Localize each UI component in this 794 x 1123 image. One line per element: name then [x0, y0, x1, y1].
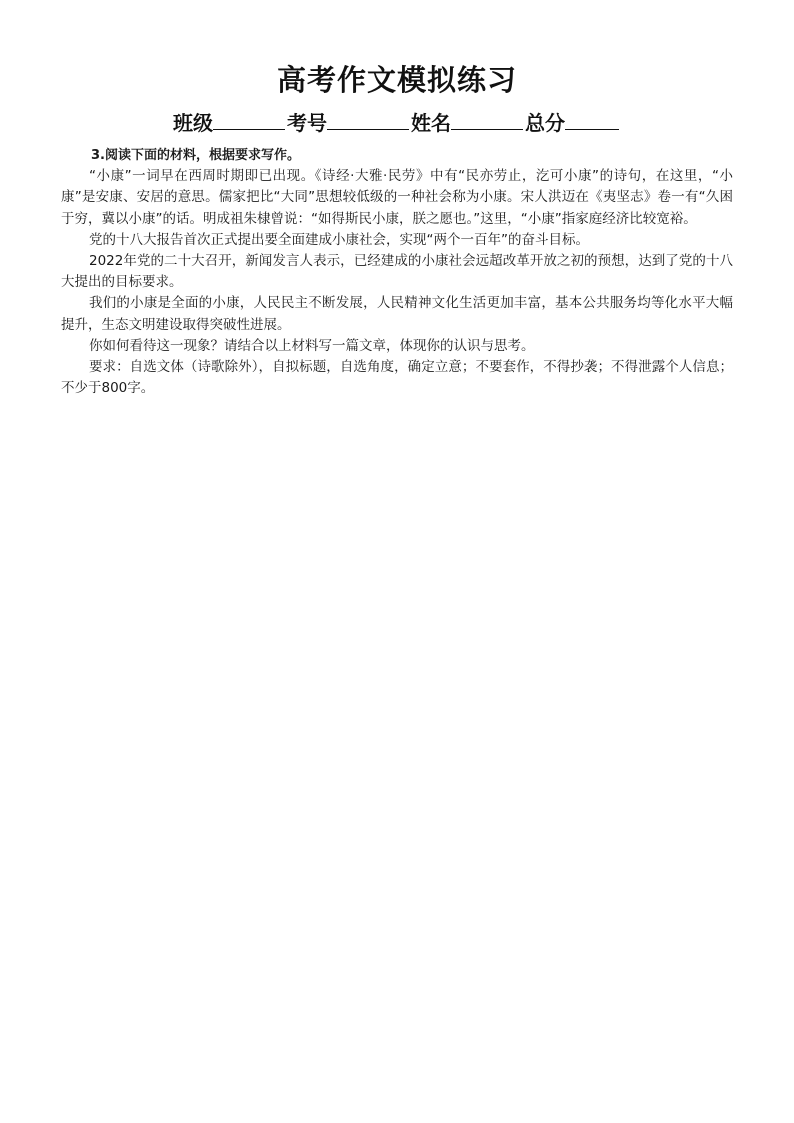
- page-title: 高考作文模拟练习: [276, 63, 517, 97]
- writing-requirements: 要求：自选文体（诗歌除外），自拟标题，自选角度，确定立意；不要套作，不得抄袭；不得泄露个人信息；不少于800字。: [61, 359, 733, 397]
- name-blank[interactable]: [451, 111, 523, 130]
- question-content: [61, 145, 733, 399]
- material-paragraph: “小康”一词早在西周时期即已出现。《诗经·大雅·民劳》中有“民亦劳止，汔可小康”的诗句，在这里，“小康”是安康、安居的意思。儒家把比“大同”思想较低级的一种社会称为小康。宋人洪迈在《夷坚志》卷一有“久困于穷，冀以小康”的话。明成祖朱棣曾说：“如得斯民小康，朕之愿也。”这里，“小康”指家庭经济比较宽裕。: [61, 168, 733, 227]
- score-blank[interactable]: [565, 111, 619, 130]
- exam-number-label: 考号: [287, 111, 327, 135]
- name-label: 姓名: [411, 111, 451, 135]
- material-paragraph: 党的十八大报告首次正式提出要全面建成小康社会，实现“两个一百年”的奋斗目标。: [89, 231, 589, 248]
- class-label: 班级: [173, 111, 213, 135]
- material-paragraph: 我们的小康是全面的小康，人民民主不断发展，人民精神文化生活更加丰富，基本公共服务均等化水平大幅提升，生态文明建设取得突破性进展。: [61, 295, 733, 333]
- material-paragraph: 2022年党的二十大召开，新闻发言人表示，已经建成的小康社会远超改革开放之初的预想，达到了党的十八大提出的目标要求。: [61, 253, 733, 291]
- student-info-row: [0, 110, 794, 136]
- exam-number-blank[interactable]: [327, 111, 409, 130]
- question-prompt: 3.阅读下面的材料，根据要求写作。: [91, 148, 300, 163]
- class-blank[interactable]: [213, 111, 285, 130]
- score-label: 总分: [525, 111, 565, 135]
- task-instruction: 你如何看待这一现象？请结合以上材料写一篇文章，体现你的认识与思考。: [89, 337, 535, 354]
